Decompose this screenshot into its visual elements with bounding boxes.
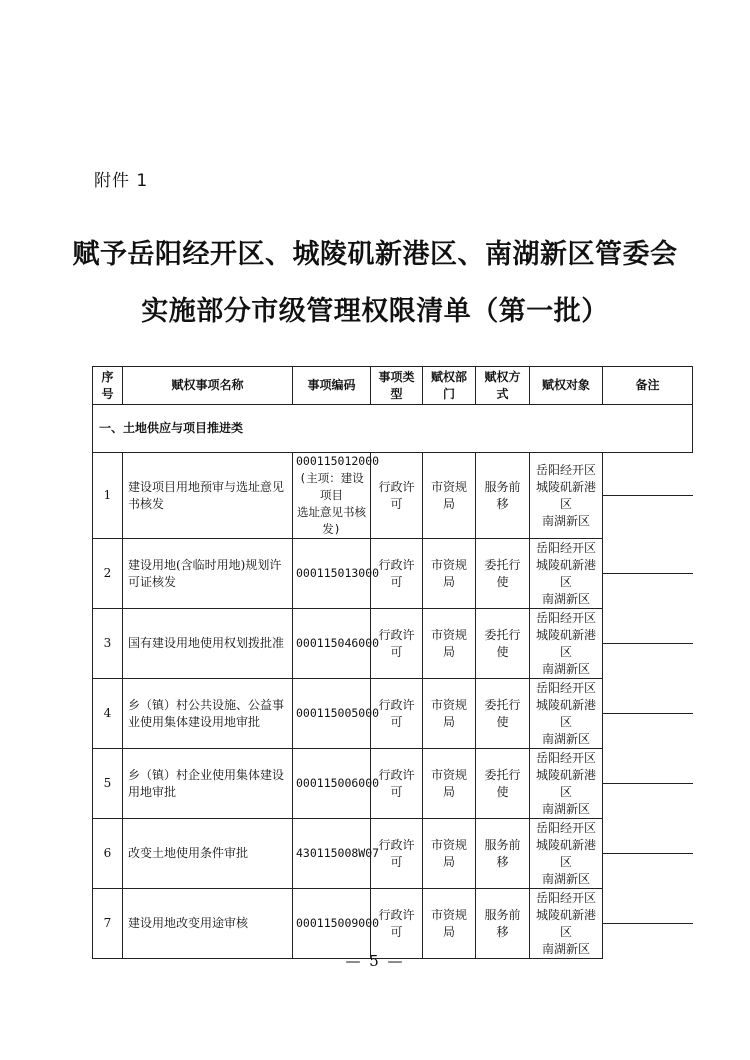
- column-header: 事项类型: [371, 367, 423, 405]
- section-row: [93, 405, 693, 453]
- item-type: 行政许可: [371, 453, 423, 539]
- column-header: 序号: [93, 367, 123, 405]
- remark: [603, 679, 693, 749]
- page-number: — 5 —: [345, 952, 405, 970]
- item-type: 行政许可: [371, 749, 423, 819]
- table-row: [93, 539, 693, 609]
- item-code-line: 000115006000: [296, 776, 380, 790]
- item-code: [293, 609, 380, 679]
- remark-rule: [603, 783, 693, 784]
- table-row: [93, 819, 693, 889]
- granting-department: 市资规局: [423, 749, 476, 819]
- item-name: 国有建设用地使用权划拨批准: [123, 609, 293, 679]
- remark-rule: [603, 495, 693, 496]
- granted-target: 城陵矶新港区: [535, 767, 596, 799]
- granting-mode: 委托行使: [476, 609, 530, 679]
- attachment-label: 附件 1: [94, 171, 149, 191]
- granting-mode: 委托行使: [476, 539, 530, 609]
- remark: [603, 889, 693, 959]
- remark-rule: [603, 713, 693, 714]
- column-header: 赋权部门: [423, 367, 476, 405]
- granted-target: 南湖新区: [541, 591, 590, 606]
- granted-target: 岳阳经开区: [535, 462, 596, 477]
- item-name: 改变土地使用条件审批: [123, 819, 293, 889]
- granting-department: 市资规局: [423, 819, 476, 889]
- remark: [603, 749, 693, 819]
- granted-targets: [530, 609, 603, 679]
- row-number: 1: [93, 453, 123, 539]
- granted-target: 城陵矶新港区: [535, 907, 596, 939]
- item-code: [293, 539, 380, 609]
- granting-mode: 服务前移: [476, 819, 530, 889]
- row-number: 5: [93, 749, 123, 819]
- granted-target: 南湖新区: [541, 941, 590, 956]
- table-row: [93, 609, 693, 679]
- item-code: [293, 679, 380, 749]
- item-name: 乡（镇）村企业使用集体建设用地审批: [123, 749, 293, 819]
- item-code-line: 000115005000: [296, 706, 380, 720]
- section-title: 一、土地供应与项目推进类: [93, 405, 693, 453]
- granted-target: 南湖新区: [541, 801, 590, 816]
- column-header: 赋权方式: [476, 367, 530, 405]
- remark-rule: [603, 573, 693, 574]
- remark: [603, 539, 693, 609]
- item-code-line: 000115013000: [296, 566, 380, 580]
- granted-target: 岳阳经开区: [535, 540, 596, 555]
- row-number: 2: [93, 539, 123, 609]
- item-type: 行政许可: [371, 609, 423, 679]
- granting-department: 市资规局: [423, 889, 476, 959]
- item-code-line: 000115012000: [296, 454, 380, 468]
- granting-department: 市资规局: [423, 539, 476, 609]
- document-title-line-1: 赋予岳阳经开区、城陵矶新港区、南湖新区管委会: [72, 239, 678, 270]
- item-code-line: (主项：建设项目: [299, 471, 364, 502]
- granted-targets: [530, 453, 603, 539]
- document-title-line-2: 实施部分市级管理权限清单（第一批）: [141, 296, 609, 327]
- granted-target: 岳阳经开区: [535, 890, 596, 905]
- remark: [603, 819, 693, 889]
- item-code-line: 选址意见书核发): [297, 505, 366, 536]
- column-header: 备注: [603, 367, 693, 405]
- granted-target: 城陵矶新港区: [535, 479, 596, 511]
- granted-target: 岳阳经开区: [535, 820, 596, 835]
- granted-targets: [530, 889, 603, 959]
- granted-target: 岳阳经开区: [535, 610, 596, 625]
- granting-mode: 服务前移: [476, 889, 530, 959]
- item-code: [293, 819, 380, 889]
- remark-rule: [603, 853, 693, 854]
- granting-mode: 服务前移: [476, 453, 530, 539]
- granting-mode: 委托行使: [476, 749, 530, 819]
- item-type: 行政许可: [371, 679, 423, 749]
- granted-target: 南湖新区: [541, 871, 590, 886]
- item-code-line: 000115046000: [296, 636, 380, 650]
- remark: [603, 453, 693, 539]
- row-number: 6: [93, 819, 123, 889]
- granted-target: 城陵矶新港区: [535, 837, 596, 869]
- item-type: 行政许可: [371, 539, 423, 609]
- granted-targets: [530, 749, 603, 819]
- granted-target: 南湖新区: [541, 513, 590, 528]
- granting-department: 市资规局: [423, 679, 476, 749]
- granted-targets: [530, 819, 603, 889]
- row-number: 4: [93, 679, 123, 749]
- granted-targets: [530, 679, 603, 749]
- granted-target: 城陵矶新港区: [535, 627, 596, 659]
- item-type: 行政许可: [371, 889, 423, 959]
- table-row: [93, 679, 693, 749]
- row-number: 3: [93, 609, 123, 679]
- item-name: 建设用地(含临时用地)规划许可证核发: [123, 539, 293, 609]
- item-name: 建设项目用地预审与选址意见书核发: [123, 453, 293, 539]
- remark-rule: [603, 643, 693, 644]
- remark: [603, 609, 693, 679]
- item-name: 建设用地改变用途审核: [123, 889, 293, 959]
- authority-list-table: [92, 366, 693, 959]
- item-code: [293, 453, 380, 539]
- row-number: 7: [93, 889, 123, 959]
- item-code-line: 000115009000: [296, 916, 380, 930]
- granting-department: 市资规局: [423, 609, 476, 679]
- granted-target: 南湖新区: [541, 661, 590, 676]
- granted-target: 岳阳经开区: [535, 750, 596, 765]
- item-code-line: 430115008W07: [296, 846, 380, 860]
- column-header: 赋权事项名称: [123, 367, 293, 405]
- granted-target: 城陵矶新港区: [535, 697, 596, 729]
- granted-target: 岳阳经开区: [535, 680, 596, 695]
- table-row: [93, 889, 693, 959]
- item-type: 行政许可: [371, 819, 423, 889]
- granted-target: 城陵矶新港区: [535, 557, 596, 589]
- granting-mode: 委托行使: [476, 679, 530, 749]
- granted-target: 南湖新区: [541, 731, 590, 746]
- table-row: [93, 453, 693, 539]
- item-code: [293, 749, 380, 819]
- item-name: 乡（镇）村公共设施、公益事业使用集体建设用地审批: [123, 679, 293, 749]
- table-row: [93, 749, 693, 819]
- granting-department: 市资规局: [423, 453, 476, 539]
- table-header-row: [93, 367, 693, 405]
- column-header: 事项编码: [293, 367, 371, 405]
- remark-rule: [603, 923, 693, 924]
- granted-targets: [530, 539, 603, 609]
- column-header: 赋权对象: [530, 367, 603, 405]
- item-code: [293, 889, 380, 959]
